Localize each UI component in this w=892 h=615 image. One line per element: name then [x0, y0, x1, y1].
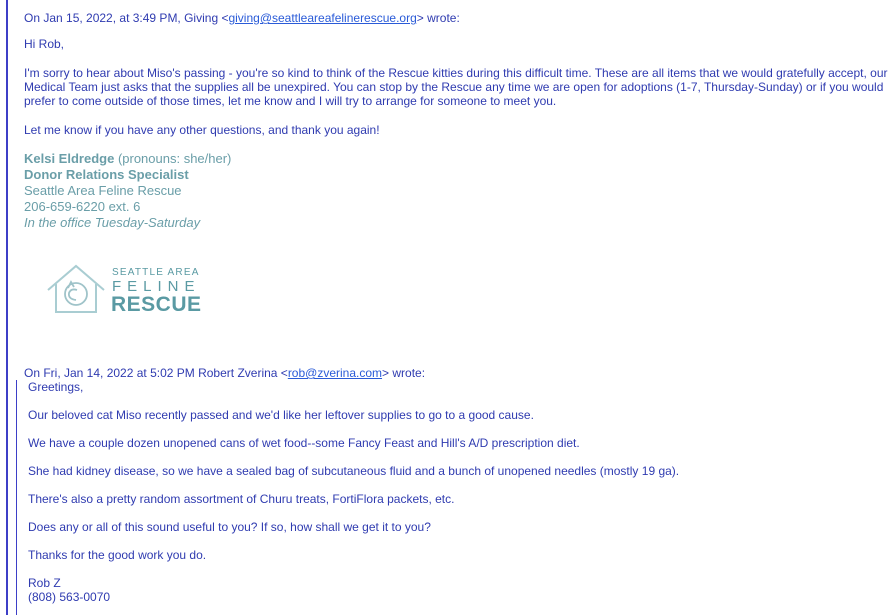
- signature-phone: 206-659-6220 ext. 6: [24, 199, 141, 214]
- logo-line3: RESCUE: [111, 293, 202, 314]
- original-header-prefix: On Fri, Jan 14, 2022 at 5:02 PM Robert Zverina <: [24, 366, 288, 380]
- original-line: Thanks for the good work you do.: [28, 548, 207, 562]
- original-header: [24, 366, 425, 380]
- reply-header-suffix: > wrote:: [416, 11, 460, 25]
- original-line: She had kidney disease, so we have a sealed bag of subcutaneous fluid and a bunch of unopened needles (mostly 19 ga).: [28, 464, 680, 478]
- reply-header: [24, 11, 460, 25]
- original-line: Rob Z: [28, 576, 61, 590]
- signature-pronouns: (pronouns: she/her): [117, 151, 232, 166]
- original-line: Our beloved cat Miso recently passed and we'd like her leftover supplies to go to a good cause.: [28, 408, 534, 422]
- signature-name-line: [24, 151, 231, 167]
- original-line: (808) 563-0070: [28, 590, 111, 604]
- signature-org: Seattle Area Feline Rescue: [24, 183, 182, 198]
- logo-line1: SEATTLE AREA: [112, 267, 200, 278]
- signature-hours: In the office Tuesday-Saturday: [24, 215, 201, 230]
- quoted-original-message: [16, 380, 876, 615]
- rob-email-link[interactable]: rob@zverina.com: [287, 366, 383, 380]
- original-line: Does any or all of this sound useful to you? If so, how shall we get it to you?: [28, 520, 431, 534]
- seattle-area-feline-rescue-logo: [46, 262, 206, 314]
- cat-icon: [65, 282, 87, 305]
- signature-name: Kelsi Eldredge: [24, 151, 115, 166]
- reply-header-prefix: On Jan 15, 2022, at 3:49 PM, Giving <: [24, 11, 229, 25]
- original-line: Greetings,: [28, 380, 84, 394]
- reply-paragraph-2: Let me know if you have any other questions, and thank you again!: [24, 123, 380, 137]
- logo-line2: FELINE: [112, 278, 201, 295]
- giving-email-link[interactable]: giving@seattleareafelinerescue.org: [228, 11, 417, 25]
- original-line: There's also a pretty random assortment of Churu treats, FortiFlora packets, etc.: [28, 492, 455, 506]
- greeting: Hi Rob,: [24, 37, 65, 51]
- original-line: We have a couple dozen unopened cans of wet food--some Fancy Feast and Hill's A/D prescription diet.: [28, 436, 580, 450]
- reply-paragraph-1: I'm sorry to hear about Miso's passing - you're so kind to think of the Rescue kitties during this difficult time. These are all items that we would gratefully accept, our Medical Team just asks that the supplies all be unexpired. You can stop by the Rescue any time we are open for adoptions (1-7, Thursday-Sunday) or if you would prefer to come outside of those times, let me know and I will try to arrange for someone to meet you.: [24, 66, 888, 108]
- signature-title: Donor Relations Specialist: [24, 167, 189, 182]
- original-header-suffix: > wrote:: [382, 366, 426, 380]
